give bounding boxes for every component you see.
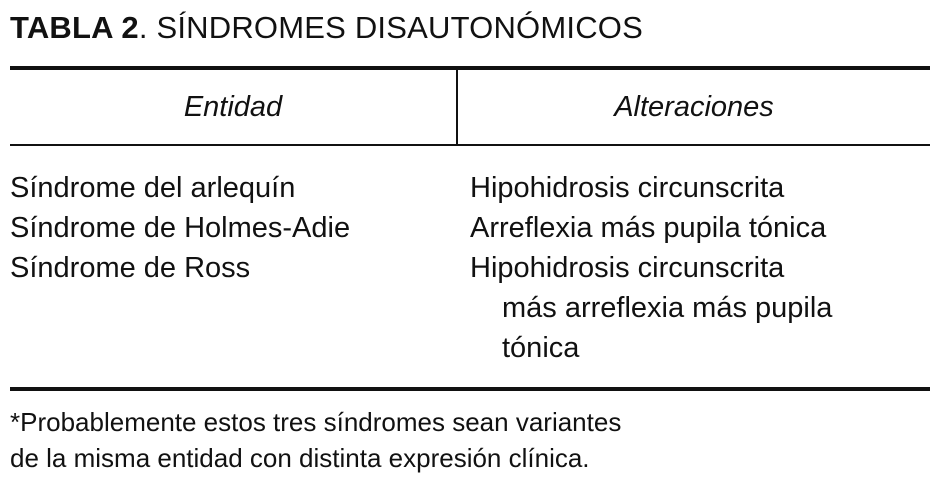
column-header-alteraciones: Alteraciones [614, 91, 774, 123]
table-body [10, 168, 930, 368]
alteration-cell [470, 168, 930, 208]
entity-cell: Síndrome de Holmes-Adie [10, 212, 351, 244]
alteration-cell [470, 248, 930, 368]
table-top-rule [10, 66, 930, 70]
table-number-label: TABLA 2 [10, 10, 139, 45]
alteration-line: Hipohidrosis circunscrita [470, 172, 785, 204]
table-row [10, 248, 930, 368]
footnote [10, 404, 621, 476]
footnote-line: *Probablemente estos tres síndromes sean variantes [10, 407, 622, 437]
alteration-line: Hipohidrosis circunscrita [470, 252, 785, 284]
footnote-line: de la misma entidad con distinta expresión clínica. [10, 443, 590, 473]
table-row [10, 208, 930, 248]
alteration-line-continued: más arreflexia más pupila [502, 292, 833, 324]
alteration-line-continued: tónica [502, 332, 580, 364]
entity-cell: Síndrome de Ross [10, 252, 251, 284]
table-title-text: SÍNDROMES DISAUTONÓMICOS [147, 10, 643, 45]
table-bottom-rule [10, 387, 930, 391]
column-header-entidad: Entidad [183, 91, 283, 123]
table-row [10, 168, 930, 208]
table-title [10, 6, 643, 50]
title-separator: . [138, 10, 148, 45]
alteration-line: Arreflexia más pupila tónica [470, 212, 827, 244]
alteration-cell [470, 208, 930, 248]
entity-cell: Síndrome del arlequín [10, 172, 296, 204]
header-bottom-rule [10, 144, 930, 146]
